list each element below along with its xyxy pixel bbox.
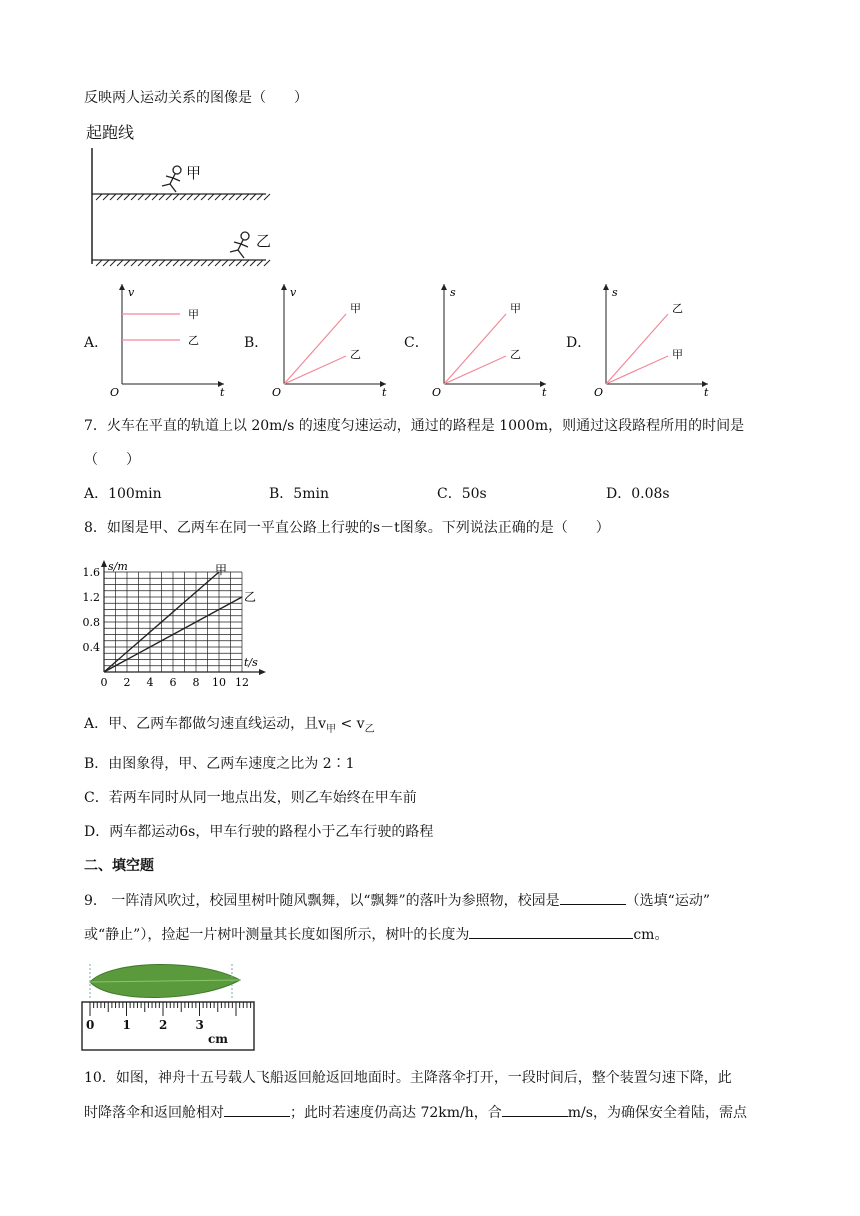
series-upper-label: 甲 [188, 308, 199, 321]
q10-line2 [84, 1102, 747, 1123]
x-axis-label: t [382, 386, 387, 399]
q7-option-d[interactable]: D．0.08s [606, 486, 670, 502]
q8-option-a-sub1: 甲 [326, 723, 337, 735]
series-label-jia: 甲 [215, 563, 228, 577]
x-tick-label: 8 [192, 676, 200, 689]
ruler-number: 0 [86, 1018, 95, 1032]
q8-st-chart [82, 560, 272, 696]
y-axis-label: s [612, 286, 618, 299]
runner-jia-label: 甲 [186, 164, 202, 182]
x-tick-label: 4 [146, 676, 154, 689]
y-axis-label: v [128, 286, 135, 299]
y-axis-label: v [290, 286, 297, 299]
series-upper-line [284, 314, 346, 384]
q8-option-b[interactable]: B．由图象得，甲、乙两车速度之比为 2∶1 [84, 756, 355, 772]
section-fill-blank-title: 二、填空题 [84, 858, 154, 874]
q6-option-d-graph [586, 278, 716, 404]
q10-line1: 10．如图，神舟十五号载人飞船返回舱返回地面时。主降落伞打开，一段时间后，整个装置匀速下降，此 [84, 1070, 732, 1086]
x-tick-label: 6 [169, 676, 177, 689]
origin-label: O [110, 386, 120, 399]
origin-label: O [432, 386, 442, 399]
q7-option-b[interactable]: B．5min [269, 486, 329, 502]
ruler-number: 3 [195, 1018, 204, 1032]
x-axis-label: t [704, 386, 709, 399]
y-axis-arrow [101, 560, 107, 567]
x-axis-arrow [259, 669, 266, 675]
runner-jia-icon [162, 166, 181, 192]
series-upper-label: 甲 [350, 302, 361, 315]
runner-yi-icon [230, 232, 249, 258]
series-upper-line [606, 314, 668, 384]
q9-leaf-ruler-figure [80, 958, 260, 1054]
x-axis-label: t [542, 386, 547, 399]
q9-line1-b: （选填“运动” [625, 893, 710, 909]
q7-question-text: 7．火车在平直的轨道上以 20m/s 的速度匀速运动，通过的路程是 1000m，则通过这段路程所用的时间是 [84, 418, 745, 434]
y-axis-arrow [281, 284, 287, 290]
q9-blank-1[interactable] [560, 890, 626, 905]
y-axis-label: s/m [108, 560, 128, 573]
q6-option-a-graph [102, 278, 232, 404]
q9-line1-a: 9． 一阵清风吹过，校园里树叶随风飘舞，以“飘舞”的落叶为参照物，校园是 [84, 893, 560, 909]
series-label-yi: 乙 [244, 590, 257, 604]
y-axis-label: s [450, 286, 456, 299]
series-lower-line [284, 356, 346, 384]
q6-option-b-label[interactable]: B． [244, 335, 269, 351]
q9-line2-b: cm。 [633, 927, 669, 943]
q6-figure-start-line [84, 118, 274, 268]
x-tick-label: 2 [123, 676, 131, 689]
q6-option-c-graph [424, 278, 554, 404]
series-upper-label: 乙 [672, 302, 683, 315]
series-lower-label: 乙 [350, 348, 361, 361]
q7-option-a[interactable]: A．100min [84, 486, 162, 502]
q9-line2-a: 或“静止”），捡起一片树叶测量其长度如图所示，树叶的长度为 [84, 927, 470, 943]
q8-option-c[interactable]: C．若两车同时从同一地点出发，则乙车始终在甲车前 [84, 790, 417, 806]
q10-line2-a: 时降落伞和返回舱相对 [84, 1105, 224, 1121]
origin-label: O [594, 386, 604, 399]
q7-paren: （ ） [84, 452, 140, 468]
start-line-label: 起跑线 [86, 123, 135, 142]
q6-option-a-label[interactable]: A． [84, 335, 109, 351]
y-axis-arrow [603, 284, 609, 290]
y-tick-label: 0.8 [82, 616, 100, 629]
q8-option-a[interactable] [84, 714, 375, 740]
track-drawing [84, 118, 274, 268]
series-lower-label: 乙 [188, 334, 199, 347]
q8-option-a-text: A．甲、乙两车都做匀速直线运动，且v [84, 716, 327, 732]
x-tick-label: 0 [100, 676, 108, 689]
q10-line2-b: ；此时若速度仍高达 72km/h，合 [290, 1105, 502, 1121]
q10-blank-1[interactable] [224, 1102, 290, 1117]
q9-line2 [84, 924, 668, 945]
q10-line2-c: m/s，为确保安全着陆，需点 [567, 1105, 747, 1121]
y-tick-label: 1.6 [82, 566, 100, 579]
q6-option-b-graph [264, 278, 394, 404]
q10-blank-2[interactable] [502, 1102, 568, 1117]
series-upper-line [444, 314, 506, 384]
q6-option-d-label[interactable]: D． [566, 335, 592, 351]
series-lower-line [606, 356, 668, 384]
y-axis-arrow [441, 284, 447, 290]
origin-label: O [272, 386, 282, 399]
q8-option-d[interactable]: D．两车都运动6s，甲车行驶的路程小于乙车行驶的路程 [84, 824, 434, 840]
ruler-number: 2 [159, 1018, 168, 1032]
q6-option-c-label[interactable]: C． [404, 335, 429, 351]
x-axis-label: t [220, 386, 225, 399]
q9-line1 [84, 890, 710, 911]
y-tick-label: 1.2 [82, 591, 100, 604]
series-lower-label: 乙 [510, 348, 521, 361]
q6-tail-text: 反映两人运动关系的图像是（ ） [84, 90, 308, 106]
series-lower-label: 甲 [672, 348, 683, 361]
q8-option-a-mid: < v [336, 716, 365, 732]
q8-question-text: 8．如图是甲、乙两车在同一平直公路上行驶的s－t图象。下列说法正确的是（ ） [84, 520, 610, 536]
y-tick-label: 0.4 [82, 641, 100, 654]
q8-option-a-sub2: 乙 [364, 723, 375, 735]
ruler-number: 1 [122, 1018, 131, 1032]
series-lower-line [444, 356, 506, 384]
x-tick-label: 12 [235, 676, 249, 689]
ruler-unit: cm [208, 1032, 229, 1046]
x-tick-label: 10 [212, 676, 226, 689]
q7-option-c[interactable]: C．50s [437, 486, 487, 502]
series-upper-label: 甲 [510, 302, 521, 315]
runner-yi-label: 乙 [256, 232, 272, 250]
q9-blank-2[interactable] [469, 924, 633, 939]
y-axis-arrow [119, 284, 125, 290]
x-axis-label: t/s [244, 656, 258, 669]
leaf-ruler-drawing [80, 958, 260, 1054]
